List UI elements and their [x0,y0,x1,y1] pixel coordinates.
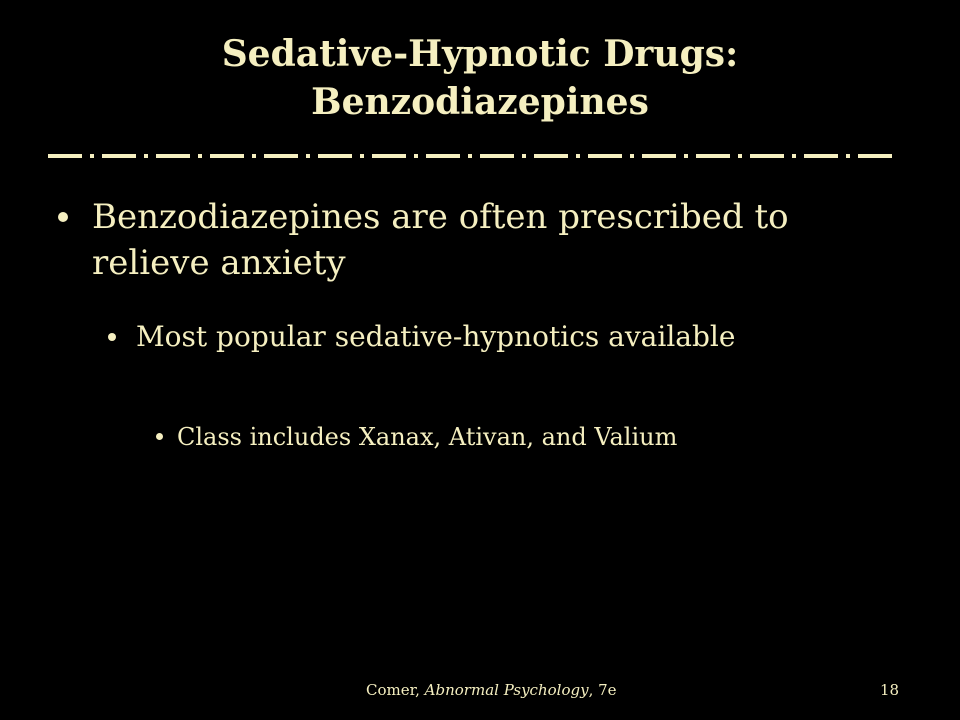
bullet-text: Class includes Xanax, Ativan, and Valium [177,423,678,451]
divider-dot [630,154,634,158]
slide-title-line-1: Sedative-Hypnotic Drugs: [221,33,739,75]
divider-dot [684,154,688,158]
divider-dash [588,154,622,158]
divider-dash [642,154,676,158]
divider-dash [48,154,82,158]
divider-dash [750,154,784,158]
title-divider [48,150,912,162]
divider-dash [696,154,730,158]
footer-edition: , 7e [588,681,617,699]
bullet-dot-icon [156,433,163,440]
divider-dot [414,154,418,158]
divider-dash [426,154,460,158]
footer-credit [366,680,617,700]
divider-dot [792,154,796,158]
divider-dash [102,154,136,158]
divider-dot [360,154,364,158]
divider-dash [480,154,514,158]
footer-author: Comer, [366,681,425,699]
divider-dot [90,154,94,158]
divider-dot [144,154,148,158]
bullet-level-2 [108,318,888,356]
footer-book-title: Abnormal Psychology [424,681,589,699]
divider-dot [198,154,202,158]
slide-title-line-2: Benzodiazepines [311,81,649,123]
divider-dot [846,154,850,158]
divider-dot [468,154,472,158]
divider-dot [522,154,526,158]
divider-dot [576,154,580,158]
divider-dash [318,154,352,158]
bullet-dot-icon [58,212,68,222]
page-number: 18 [880,681,900,699]
bullet-level-1 [58,194,888,286]
divider-dash [156,154,190,158]
divider-dash [804,154,838,158]
divider-dash [264,154,298,158]
bullet-text: Most popular sedative-hypnotics available [136,320,736,353]
divider-dot [738,154,742,158]
bullet-level-3 [156,420,896,454]
divider-dash [534,154,568,158]
divider-dot [252,154,256,158]
slide-title [60,30,900,126]
divider-dash [858,154,892,158]
bullet-dot-icon [108,333,116,341]
divider-dash [210,154,244,158]
divider-dash [372,154,406,158]
divider-dot [306,154,310,158]
bullet-text: Benzodiazepines are often prescribed to relieve anxiety [92,197,789,283]
